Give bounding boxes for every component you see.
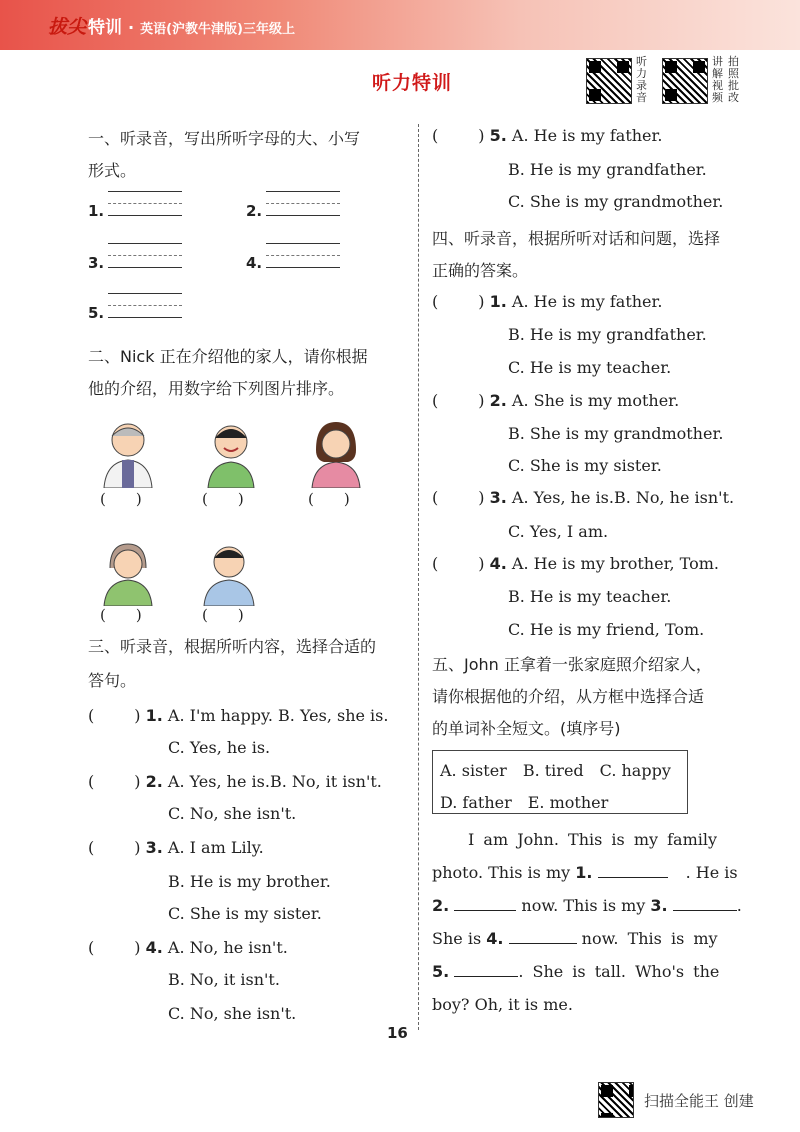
section4-heading: 四、听录音，根据所听对话和问题，选择: [432, 229, 721, 248]
section1-heading: 一、听录音，写出所听字母的大、小写: [88, 129, 361, 148]
page-number: 16: [387, 1024, 408, 1042]
book-title: 英语(沪教牛津版)三年级上: [140, 22, 295, 37]
blank-3[interactable]: [673, 910, 737, 911]
column-divider: [418, 124, 419, 1030]
section5-heading-3: 的单词补全短文。(填序号): [432, 719, 621, 738]
brand: 拔尖 特训 · 英语(沪教牛津版)三年级上: [48, 16, 295, 38]
qr-label-video: 讲解视频: [712, 55, 723, 104]
scanner-watermark: 扫描全能王 创建: [644, 1092, 754, 1110]
word-bank-line2: D. father E. mother: [440, 793, 609, 812]
section3-heading: 三、听录音，根据所听内容，选择合适的: [88, 637, 377, 656]
scanner-qr-icon: [598, 1082, 634, 1118]
passage-line5: 5. . She is tall. Who's the: [432, 962, 720, 981]
passage-line4: She is 4. now. This is my: [432, 929, 718, 948]
grandmother-illustration: [98, 540, 158, 606]
grandfather-illustration: [98, 416, 158, 488]
order-blank-4[interactable]: ( ): [100, 606, 142, 624]
qr-label-correct: 拍照批改: [728, 55, 739, 104]
s3-q3: ( ) 3. A. I am Lily.: [88, 838, 264, 857]
qr-label-audio: 听力录音: [636, 55, 647, 104]
passage-line2: photo. This is my 1. . He is: [432, 863, 738, 882]
word-bank-line1: A. sister B. tired C. happy: [440, 761, 671, 780]
section1-heading-2: 形式。: [88, 161, 137, 180]
passage-line6: boy? Oh, it is me.: [432, 995, 573, 1014]
blank-1[interactable]: [598, 877, 668, 878]
order-blank-5[interactable]: ( ): [202, 606, 244, 624]
qr-code-audio[interactable]: [586, 58, 632, 104]
s4-q4: ( ) 4. A. He is my brother, Tom.: [432, 554, 719, 573]
passage-line3: 2. now. This is my 3. .: [432, 896, 742, 915]
section5-heading: 五、John 正拿着一张家庭照介绍家人，: [432, 655, 712, 674]
order-blank-1[interactable]: ( ): [100, 490, 142, 508]
blank-5[interactable]: [454, 976, 518, 977]
blank-2[interactable]: [454, 910, 516, 911]
mother-illustration: [306, 416, 366, 488]
s3-q1: ( ) 1. A. I'm happy. B. Yes, she is.: [88, 706, 389, 725]
s3-q2: ( ) 2. A. Yes, he is.B. No, it isn't.: [88, 772, 382, 791]
boy-illustration: [198, 416, 264, 488]
passage-line1: I am John. This is my family: [468, 830, 718, 849]
brand-main: 拔尖: [48, 16, 87, 38]
section2-heading: 二、Nick 正在介绍他的家人，请你根据: [88, 347, 368, 366]
section5-heading-2: 请你根据他的介绍，从方框中选择合适: [432, 687, 705, 706]
blank-4[interactable]: [509, 943, 577, 944]
qr-code-video[interactable]: [662, 58, 708, 104]
order-blank-3[interactable]: ( ): [308, 490, 350, 508]
s3-q5: ( ) 5. A. He is my father.: [432, 126, 663, 145]
section4-heading-2: 正确的答案。: [432, 261, 529, 280]
section3-heading-2: 答句。: [88, 671, 137, 690]
s3-q4: ( ) 4. A. No, he isn't.: [88, 938, 288, 957]
section2-heading-2: 他的介绍，用数字给下列图片排序。: [88, 379, 345, 398]
s4-q3: ( ) 3. A. Yes, he is.B. No, he isn't.: [432, 488, 735, 507]
order-blank-2[interactable]: ( ): [202, 490, 244, 508]
father-illustration: [198, 540, 260, 606]
brand-sub: 特训: [88, 18, 123, 38]
page-title: 听力特训: [372, 72, 453, 94]
s4-q1: ( ) 1. A. He is my father.: [432, 292, 663, 311]
s4-q2: ( ) 2. A. She is my mother.: [432, 391, 680, 410]
